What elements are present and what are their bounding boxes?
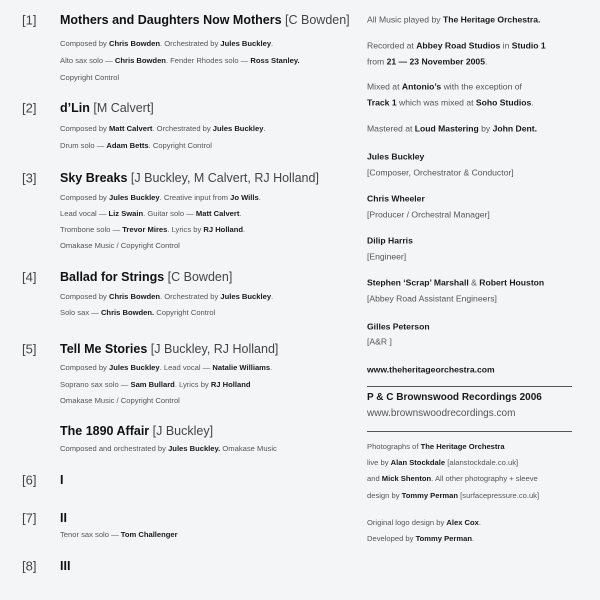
text-segment: [Abbey Road Assistant Engineers] [367,293,497,304]
track-credit-line [60,531,178,539]
track-credit-line [60,309,215,317]
text-segment: Composed by [60,292,109,302]
track-credit-line [60,445,277,453]
credit-line [367,58,487,67]
text-segment: live by [367,458,391,468]
track-name: d’Lin [60,100,90,115]
text-segment: Composed by [60,124,109,134]
credit-name: Ross Stanley. [250,56,300,66]
text-segment: in [500,40,512,51]
credit-name: Jules Buckley [108,193,160,203]
credit-name: www.theheritageorchestra.com [367,364,495,375]
track-composer: [M Calvert] [93,100,154,115]
credit-name: Chris Bowden [108,39,161,49]
credit-name: Jo Wills [230,193,259,203]
track-name: I [60,472,64,487]
credit-name: Robert Houston [479,277,545,288]
credit-name: Gilles Peterson [367,321,430,332]
text-segment: Alto sax solo — [60,56,115,66]
track-number: [3] [22,170,37,186]
text-segment: Photographs of [367,442,421,452]
track-credit-line [60,210,242,218]
credit-line [367,409,515,419]
text-segment: Solo sax — [60,308,101,318]
credit-name: Alex Cox [446,518,479,528]
track-number: [8] [22,558,37,574]
track-credit-line [60,226,245,234]
text-segment: Drum solo — [60,141,107,151]
credit-name: Jules Buckley [367,151,425,162]
credit-name: Antonio’s [401,81,442,92]
text-segment: . Orchestrated by [152,124,213,134]
text-segment: . Copyright Control [148,141,212,151]
text-segment: Composed by [60,363,109,373]
track-credit-line [60,194,261,202]
text-segment: . [270,363,273,373]
credit-name: Jules Buckley. [168,444,221,454]
credit-name: Trevor Mires [122,225,168,235]
text-segment: [alanstockdale.co.uk] [445,458,519,468]
text-segment: Omakase Music / Copyright Control [60,241,180,251]
track-title [60,102,154,115]
credit-name: Chris Bowden. [100,308,155,318]
credit-line [367,169,514,178]
text-segment: Mastered at [367,123,415,134]
track-title [60,474,63,487]
text-segment: . Lyrics by [167,225,204,235]
text-segment: Composed and orchestrated by [60,444,169,454]
credit-name: Dilip Harris [367,235,413,246]
track-name: Tell Me Stories [60,341,148,356]
credit-line [367,237,413,246]
credit-name: Loud Mastering [414,123,479,134]
text-segment: and [367,474,382,484]
credit-name: Tom Challenger [120,530,178,540]
credit-name: Natalie Williams [212,363,271,373]
credit-name: Jules Buckley [220,292,272,302]
credit-name: Abbey Road Studios [416,40,501,51]
text-segment: [A&R ] [367,336,392,347]
credit-line [367,535,474,543]
text-segment: Recorded at [367,40,417,51]
credit-name: The Heritage Orchestra. [442,14,541,25]
text-segment: . All other photography + sleeve [431,474,538,484]
credit-line [367,519,481,527]
divider [367,431,572,432]
track-name: Sky Breaks [60,170,128,185]
text-segment: [Producer / Orchestral Manager] [367,209,490,220]
track-title [60,172,319,185]
credit-name: RJ Holland [203,225,244,235]
credit-name: Matt Calvert [108,124,153,134]
text-segment: . [271,292,274,302]
track-name: Mothers and Daughters Now Mothers [60,12,282,27]
text-segment: . [239,209,242,219]
credit-line [367,125,537,134]
text-segment: . [271,39,274,49]
credit-name: Sam Bullard [130,380,175,390]
text-segment: All Music played by [367,14,443,25]
text-segment: Composed by [60,193,109,203]
credit-line [367,459,518,467]
track-title [60,512,67,525]
text-segment: Lead vocal — [60,209,109,219]
credit-name: Track 1 [367,97,397,108]
track-composer: [C Bowden] [285,12,350,27]
credit-line [367,492,539,500]
credit-name: Liz Swain [108,209,144,219]
text-segment: Developed by [367,534,416,544]
credit-name: The Heritage Orchestra [420,442,505,452]
credit-name: Matt Calvert [195,209,240,219]
text-segment: . [263,124,266,134]
track-name: II [60,510,67,525]
text-segment: www.brownswoodrecordings.com [367,408,516,419]
credit-line [367,83,522,92]
credit-line [367,475,538,483]
track-credit-line [60,142,212,150]
credit-name: Alan Stockdale [390,458,446,468]
track-title [60,14,350,27]
credit-line [367,42,546,51]
text-segment: . [478,518,481,528]
text-segment: . [243,225,246,235]
track-credit-line [60,364,272,372]
credit-name: Chris Bowden [108,292,161,302]
track-title [60,560,70,573]
text-segment: [Composer, Orchestrator & Conductor] [367,167,514,178]
track-credit-line [60,381,251,389]
credit-name: 21 — 23 November 2005 [386,56,485,67]
track-title [60,425,213,438]
text-segment: with the exception of [441,81,522,92]
credit-line [367,323,430,332]
text-segment: . [485,56,488,67]
track-credit-line [60,57,300,65]
credit-line [367,443,505,451]
text-segment: . Lead vocal — [159,363,213,373]
text-segment: . Creative input from [159,193,231,203]
text-segment: . Orchestrated by [160,292,221,302]
track-credit-line [60,242,180,250]
text-segment: Soprano sax solo — [60,380,131,390]
credit-name: Jules Buckley [212,124,264,134]
track-credit-line [60,293,273,301]
track-credit-line [60,397,180,405]
credit-name: Chris Wheeler [367,193,425,204]
text-segment: . Orchestrated by [160,39,221,49]
credit-line [367,295,497,304]
track-number: [5] [22,341,37,357]
track-number: [1] [22,12,37,28]
credit-name: RJ Holland [210,380,251,390]
credit-name: Jules Buckley [108,363,160,373]
credit-name: Stephen ‘Scrap’ Marshall [367,277,469,288]
text-segment: [Engineer] [367,251,407,262]
text-segment: Composed by [60,39,109,49]
track-name: III [60,558,71,573]
credit-line [367,393,542,403]
text-segment: Copyright Control [60,73,120,83]
divider [367,386,572,387]
text-segment: . [258,193,261,203]
track-number: [2] [22,100,37,116]
credit-name: Mick Shenton [381,474,432,484]
text-segment: . [531,97,534,108]
text-segment: Omakase Music / Copyright Control [60,396,180,406]
credit-line [367,16,540,25]
credit-name: Adam Betts [106,141,149,151]
track-credit-line [60,40,273,48]
track-composer: [J Buckley, M Calvert, RJ Holland] [130,170,319,185]
track-composer: [J Buckley, RJ Holland] [150,341,279,356]
credit-line [367,253,406,262]
text-segment: . Guitar solo — [143,209,196,219]
credit-name: Studio 1 [511,40,546,51]
track-name: Ballad for Strings [60,269,165,284]
credit-name: John Dent. [492,123,538,134]
text-segment: . Lyrics by [174,380,211,390]
text-segment: . Fender Rhodes solo — [165,56,251,66]
track-name: The 1890 Affair [60,423,150,438]
credit-line [367,153,424,162]
text-segment: Original logo design by [367,518,447,528]
track-number: [4] [22,269,37,285]
credit-name: Jules Buckley [220,39,272,49]
credit-line [367,338,392,347]
text-segment: Omakase Music [220,444,277,454]
credit-name: Soho Studios [475,97,532,108]
text-segment: Trombone solo — [60,225,123,235]
credit-line [367,195,425,204]
track-number: [7] [22,510,37,526]
track-credit-line [60,125,266,133]
credit-name: Chris Bowden [114,56,166,66]
credit-line [367,366,495,375]
credit-name: P & C Brownswood Recordings 2006 [367,392,542,403]
credit-line [367,279,544,288]
track-number: [6] [22,472,37,488]
credit-line [367,211,490,220]
text-segment: design by [367,491,402,501]
text-segment: & [468,277,480,288]
text-segment: which was mixed at [396,97,476,108]
credit-name: Tommy Perman [415,534,472,544]
text-segment: Mixed at [367,81,402,92]
track-title [60,271,232,284]
text-segment: from [367,56,387,67]
track-composer: [J Buckley] [152,423,214,438]
text-segment: . [471,534,475,544]
text-segment: [surfacepressure.co.uk] [458,491,540,501]
track-composer: [C Bowden] [167,269,233,284]
track-credit-line [60,74,119,82]
credit-line [367,99,534,108]
text-segment: Tenor sax solo — [60,530,121,540]
track-title [60,343,278,356]
credit-name: Tommy Perman [401,491,459,501]
text-segment: by [478,123,493,134]
text-segment: Copyright Control [154,308,216,318]
